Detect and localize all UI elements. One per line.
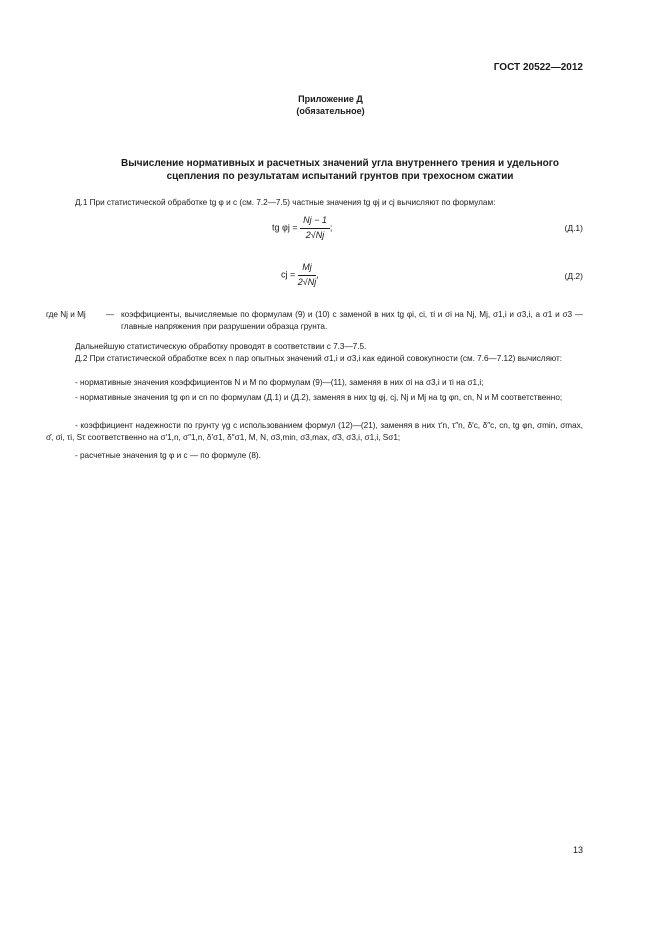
page-number: 13 <box>572 845 583 855</box>
annex-title: Приложение Д <box>298 94 363 104</box>
formula-d1-fraction <box>300 215 330 241</box>
formula-d1-lhs: tg φj = <box>272 222 298 233</box>
document-code: ГОСТ 20522—2012 <box>493 62 583 73</box>
paragraph-d1: Д.1 При статистической обработке tg φ и с (см. 7.2—7.5) частные значения tg φj и cj вычисляют по формулам: <box>75 198 496 207</box>
where-dash: — <box>106 310 115 319</box>
bullet-4: - расчетные значения tg φ и c — по формуле (8). <box>75 451 261 460</box>
bullet-2: - нормативные значения tg φn и cn по формулам (Д.1) и (Д.2), заменяя в них tg φj, cj, Nj и Mj на tg φn, cn, N и M соответственно; <box>75 393 563 402</box>
section-title-line-1: Вычисление нормативных и расчетных значений угла внутреннего трения и удельного <box>121 158 559 169</box>
where-label: где Nj и Mj <box>46 310 86 319</box>
bullet-3: - коэффициент надежности по грунту γg с использованием формул (12)—(21), заменяя в них τ′n, τ″n, δ′c, δ″c, cn, tg φn, σmin, σmax, σ̄, σi, τi, Sτ соответственно на σ′1,n, σ″1,n, δ′σ1, δ″σ1, M, N, σ3,min, σ3,max, σ̄3, σ3,i, σ1,i, Sσ1; <box>46 421 583 442</box>
formula-d2-fraction <box>298 262 316 288</box>
formula-d2 <box>281 262 319 288</box>
where-text: коэффициенты, вычисляемые по формулам (9) и (10) с заменой в них tg φi, ci, τi и σi на Nj, Mj, σ1,i и σ3,i, а σ1 и σ3 — главные напряжения при разрушении образца грунта. <box>121 310 583 331</box>
formula-d1-number: (Д.1) <box>564 223 583 233</box>
annex-heading <box>0 93 661 117</box>
formula-d1 <box>272 215 332 241</box>
section-title <box>60 157 620 183</box>
formula-d2-suffix: , <box>316 269 319 280</box>
formula-d1-denominator: 2√Nj <box>305 229 325 240</box>
section-title-line-2: сцепления по результатам испытаний грунтов при трехосном сжатии <box>166 171 514 182</box>
formula-d2-lhs: cj = <box>281 269 296 280</box>
formula-d2-number: (Д.2) <box>564 271 583 281</box>
formula-d1-suffix: ; <box>329 222 333 233</box>
formula-d1-numerator: Nj − 1 <box>300 215 330 229</box>
formula-d2-numerator: Mj <box>298 262 316 276</box>
annex-status: (обязательное) <box>296 106 365 116</box>
formula-d2-denominator: 2√Nj <box>297 276 317 287</box>
paragraph-further: Дальнейшую статистическую обработку проводят в соответствии с 7.3—7.5. <box>75 342 367 351</box>
paragraph-d2: Д.2 При статистической обработке всех n пар опытных значений σ1,i и σ3,i как единой совокупности (см. 7.6—7.12) вычисляют: <box>75 354 563 363</box>
bullet-1: - нормативные значения коэффициентов N и M по формулам (9)—(11), заменяя в них σi на σ3,i и τi на σ1,i; <box>75 378 484 387</box>
